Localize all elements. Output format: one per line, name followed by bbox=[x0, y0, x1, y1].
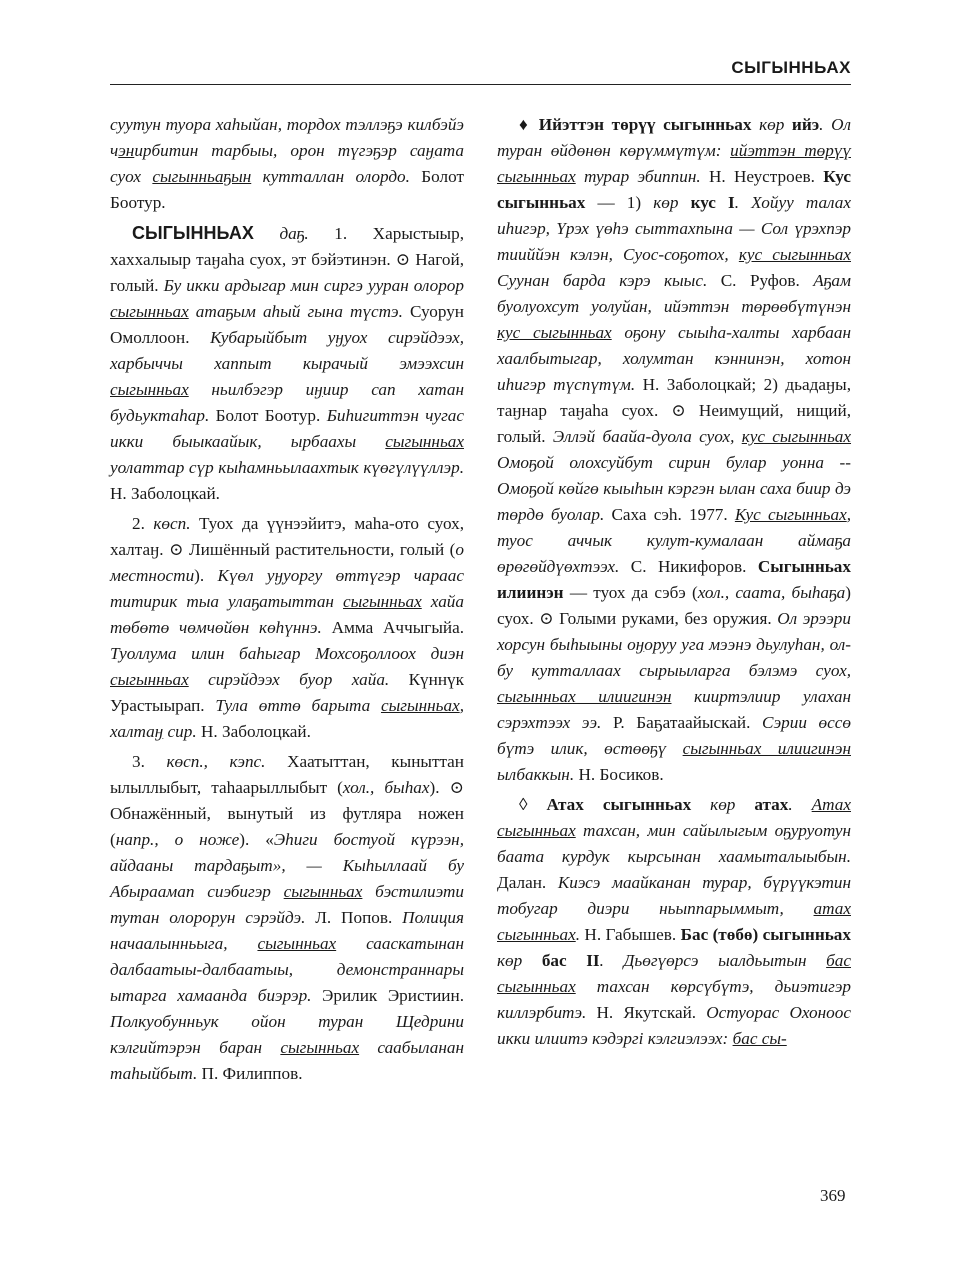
example-keyword: кус сыгынньах bbox=[497, 323, 612, 342]
text-run: ) суох. ⊙ Голыми руками, без оружия. bbox=[497, 583, 851, 628]
text-run: Саха сэһ. 1977. bbox=[611, 505, 728, 524]
example-keyword: сыгынньах bbox=[110, 302, 189, 321]
text-run: кииртэлиир улахан сэрэхтээх ээ. bbox=[497, 687, 852, 732]
text-run: Бу икки ардыгар мин сиргэ ууран олорор bbox=[163, 276, 464, 295]
text-run: Күөл у bbox=[217, 566, 275, 585]
text-run: Н. Якутскай. bbox=[596, 1003, 697, 1022]
entry-paragraph bbox=[497, 112, 851, 788]
text-run: уох сирэйдээх, харбыччы хаппыт кырачый эмээхсин bbox=[110, 328, 464, 373]
text-run: тахсан, мин сайылыгым оҕуруотун баата курдук кырсынан хаамыталыыбын. bbox=[497, 821, 851, 866]
text-run: Ол эрээри хорсун быһыыны о bbox=[497, 609, 851, 654]
text-run bbox=[728, 505, 735, 524]
example-keyword: сыгынньах bbox=[110, 670, 189, 689]
text-run: Болот Боотур. bbox=[215, 406, 321, 425]
example-keyword: ийэттэн төрүү сыгынньах bbox=[497, 141, 851, 186]
text-run: 2) дьадаӈы, таӈнар таӈаһа суох. ⊙ Неимущий, нищий, голый. bbox=[497, 375, 851, 446]
text-run: , халта bbox=[110, 696, 464, 741]
example-keyword: сыгынньах bbox=[385, 432, 464, 451]
text-run: көсп. bbox=[153, 514, 191, 533]
text-run: атаҕым аһый гына түстэ. bbox=[188, 302, 411, 321]
page-header bbox=[110, 54, 851, 85]
example-keyword: атах сыгынньах bbox=[497, 899, 851, 944]
text-run: Күннүк Урастыырап. bbox=[110, 670, 464, 715]
text-run: Далан. bbox=[497, 873, 547, 892]
text-run: Сэрии өссө бүтэ илик, өстөөҕү bbox=[497, 713, 851, 758]
text-run: напр., о ноже bbox=[115, 830, 240, 849]
text-run: иир сап хатан будьуктаһар. bbox=[110, 380, 464, 425]
text-run: сааскатынан далбаатыы-далбаатыы, демонстраннары ытарга хамаанда биэрэр. bbox=[110, 934, 464, 1005]
entry-paragraph bbox=[110, 749, 464, 1087]
text-run: Полкуобунньук ойон туран Щедрини кэлгийтэрэн баран bbox=[110, 1012, 464, 1057]
text-run: ◊ bbox=[519, 795, 547, 814]
text-run: — 1) bbox=[585, 193, 654, 212]
text-run: Эрилик Эристиин. bbox=[322, 986, 464, 1005]
text-run: оҕону сыыһа-халты харбаан хаалбытыгар, холумтан кэннинэн, хотон иһигэр түспүтүм. bbox=[497, 323, 851, 394]
text-run: сирэйдээх буор хайа. bbox=[188, 670, 409, 689]
entry-paragraph bbox=[497, 792, 851, 1052]
example-keyword: сыгынньах илиигинэн bbox=[497, 687, 672, 706]
text-run: саабыланан таһыйбыт. bbox=[110, 1038, 464, 1083]
text-run: С. Никифоров. bbox=[630, 557, 747, 576]
text-run: Туох да үүнээйитэ, маһа-ото суох, халтаӈ. ⊙ Лишённый растительности, голый ( bbox=[110, 514, 465, 559]
text-run: көсп., кэпс. bbox=[166, 752, 266, 771]
text-run: Л. Попов. bbox=[315, 908, 393, 927]
text-run: . bbox=[575, 925, 585, 944]
example-keyword: сыгынньах bbox=[283, 882, 363, 901]
running-head: СЫГЫННЬАХ bbox=[731, 58, 851, 77]
phrase-headword: Сыгынньах илиинэн bbox=[497, 557, 851, 602]
text-run: оруу уга мээнэ дьулуһан, ол-бу кутталлаах сырыыларга бэлэмэ суох, bbox=[497, 635, 851, 680]
text-run: көр bbox=[497, 951, 542, 970]
example-keyword: кус сыгынньах bbox=[741, 427, 852, 446]
headword: СЫГЫННЬАХ bbox=[132, 223, 254, 243]
text-run: тахсан көрсүбүтэ, дьиэтигэр киллэрбитэ. bbox=[497, 977, 851, 1022]
example-keyword: сыгынньах bbox=[380, 696, 460, 715]
entry-paragraph bbox=[110, 511, 464, 745]
page-number: 369 bbox=[820, 1186, 846, 1205]
text-run: Эллэй баайа-дуола суох, bbox=[552, 427, 742, 446]
example-keyword: ӈ bbox=[154, 722, 164, 741]
text-run: Биһигиттэн чугас икки быыкаайык, ырбаахы bbox=[110, 406, 465, 451]
text-run: ). « bbox=[239, 830, 274, 849]
text-run: С. Руфов. bbox=[720, 271, 800, 290]
phrase-headword: бас II bbox=[541, 951, 600, 970]
text-run: хайа төбөтө чөмчөйөн көһүннэ. bbox=[110, 592, 464, 637]
text-run: Омоҕой олохсуйбут сирин булар уонна -- Омоҕой көйгө кыыһын кэргэн ылан саха биир дэ төрдө буолар. bbox=[497, 453, 851, 524]
text-run: көр bbox=[653, 193, 691, 212]
example-keyword: сыгынньах bbox=[110, 380, 189, 399]
example-keyword: эн bbox=[118, 141, 135, 160]
text-run: 2. bbox=[132, 514, 154, 533]
example-keyword: сыгынньах bbox=[257, 934, 337, 953]
text-run: 3. bbox=[132, 752, 167, 771]
text-run: уолаттар сүр кыһамньылаахтык күөгүлүүллэр. bbox=[110, 458, 464, 477]
text-run: Хаатыттан, кыныттан ылыллыбыт, таһаарыллыбыт ( bbox=[110, 752, 465, 797]
text-run: 1. Харыстыыр, хаххалыыр таӈаһа суох, эт бэйэтинэн. ⊙ Нагой, голый. bbox=[110, 224, 464, 295]
entry-paragraph bbox=[110, 112, 464, 216]
text-run: Н. Заболоцкай. bbox=[200, 722, 311, 741]
phrase-headword: ийэ bbox=[791, 115, 820, 134]
example-keyword: ӈ bbox=[314, 380, 323, 399]
text-run: бэстилиэти тутан олорорун сэрэйдэ. bbox=[110, 882, 464, 927]
example-keyword: бас сы- bbox=[732, 1029, 787, 1048]
text-run: — туох да сэбэ ( bbox=[563, 583, 698, 602]
text-run: көр bbox=[751, 115, 792, 134]
text-run: ньилбэгэр и bbox=[188, 380, 315, 399]
right-column bbox=[497, 112, 851, 1052]
text-run: . Дьөгүөрсэ ыалдьытын bbox=[599, 951, 827, 970]
text-run: Н. Босиков. bbox=[578, 765, 664, 784]
text-run: Остуорас Охоноос икки илиитэ кэдэргi кэлгиэлээх: bbox=[497, 1003, 851, 1048]
text-run: ылбаккын. bbox=[497, 765, 579, 784]
phrase-headword: Кус сыгынньах bbox=[497, 167, 851, 212]
text-run: Болот Боотур. bbox=[110, 167, 464, 212]
text-run: даҕ. bbox=[253, 224, 309, 243]
text-run: Туоллума илин баһыгар Мохсоҕоллоох диэн bbox=[110, 644, 464, 663]
text-run bbox=[815, 167, 823, 186]
example-keyword: ӈ bbox=[635, 635, 645, 654]
example-keyword: Атах сыгынньах bbox=[497, 795, 851, 840]
example-keyword: сыгынньах bbox=[280, 1038, 360, 1057]
text-run: Н. Габышев. bbox=[584, 925, 677, 944]
example-keyword: сыгынньах bbox=[343, 592, 422, 611]
phrase-headword: Ийэттэн төрүү сыгынньах bbox=[538, 115, 752, 134]
example-keyword: кус сыгынньах bbox=[738, 245, 851, 264]
text-run: . Ол туран өйдөнөн көрүммүтүм: bbox=[497, 115, 851, 160]
example-keyword: сыгынньах илиигинэн bbox=[682, 739, 851, 758]
text-run: , туос аччык кулут-кумалаан аймаҕа өрөгөйдүөхтээх. bbox=[497, 505, 852, 576]
example-keyword: сыгынньаҕын bbox=[152, 167, 252, 186]
text-run: уоргу өттүгэр чараас титирик тыа улаҕатыттан bbox=[110, 566, 464, 611]
text-run: ата суох bbox=[110, 141, 464, 186]
text-run: о местности bbox=[110, 540, 464, 585]
text-run: Н. Заболоцкай; bbox=[642, 375, 757, 394]
text-run: Амма Аччыгыйа. bbox=[331, 618, 464, 637]
text-run: Суорун Омоллоон. bbox=[110, 302, 464, 347]
left-column bbox=[110, 112, 464, 1087]
text-run: Н. Неустроев. bbox=[708, 167, 815, 186]
text-run: . Хойуу талах иһигэр, Үрэх үөһэ сыттахпына — Сол үрэхпэр тииййэн кэлэн, Суос-соҕотох, bbox=[497, 193, 851, 264]
example-keyword: Кус сыгынньах bbox=[734, 505, 847, 524]
text-run: ). bbox=[194, 566, 218, 585]
text-run: суутун туора хаһыйан, тордох тэллэҕэ килбэйэ ч bbox=[110, 115, 464, 160]
text-run: Киэсэ маайканан турар, бүрүүкэтин тобугар диэри ньыппарыммыт, bbox=[497, 873, 851, 918]
text-run: Эһиги бостуой күрээн, айдааны тардаҕыт», — Кыһыллаай бу Абыраамап сиэбигэр bbox=[110, 830, 464, 901]
text-run: кутталлан олордо. bbox=[251, 167, 422, 186]
text-run: сир. bbox=[163, 722, 201, 741]
example-keyword: ӈ bbox=[335, 328, 344, 347]
text-run: турар эбиппин. bbox=[575, 167, 709, 186]
phrase-headword: Атах сыгынньах bbox=[546, 795, 692, 814]
text-run: П. Филиппов. bbox=[201, 1064, 303, 1083]
phrase-headword: атах bbox=[754, 795, 789, 814]
example-keyword: ӈ bbox=[274, 566, 284, 585]
text-run: ♦ bbox=[519, 115, 539, 134]
phrase-headword: Бас (төбө) сыгынньах bbox=[680, 925, 851, 944]
example-keyword: ӈ bbox=[425, 141, 435, 160]
text-run: Р. Баҕатаайыскай. bbox=[612, 713, 751, 732]
text-run: ). ⊙ Обнажённый, вынутый из футляра ножен ( bbox=[110, 778, 464, 849]
text-run: Аҕам буолуохсут уолуйан, ийэттэн төрөөбүтүнэн bbox=[497, 271, 851, 316]
example-keyword: бас сыгынньах bbox=[497, 951, 851, 996]
text-run: Тула өттө барыта bbox=[204, 696, 381, 715]
text-run: Н. Заболоцкай. bbox=[110, 484, 220, 503]
text-run: . bbox=[788, 795, 812, 814]
entry-paragraph bbox=[110, 220, 464, 507]
text-run: Кубарыйбыт у bbox=[189, 328, 336, 347]
text-run: хол., саата, быһаҕа bbox=[697, 583, 846, 602]
text-run: хол., быһах bbox=[342, 778, 430, 797]
text-run: көр bbox=[691, 795, 755, 814]
text-run: Полиция начаалынньыга, bbox=[110, 908, 464, 953]
text-run bbox=[746, 557, 757, 576]
phrase-headword: кус I bbox=[690, 193, 735, 212]
text-run: Суунан барда кэрэ кыыс. bbox=[497, 271, 721, 290]
text-run: ирбитин тарбыы, орон түгэҕэр са bbox=[134, 141, 426, 160]
